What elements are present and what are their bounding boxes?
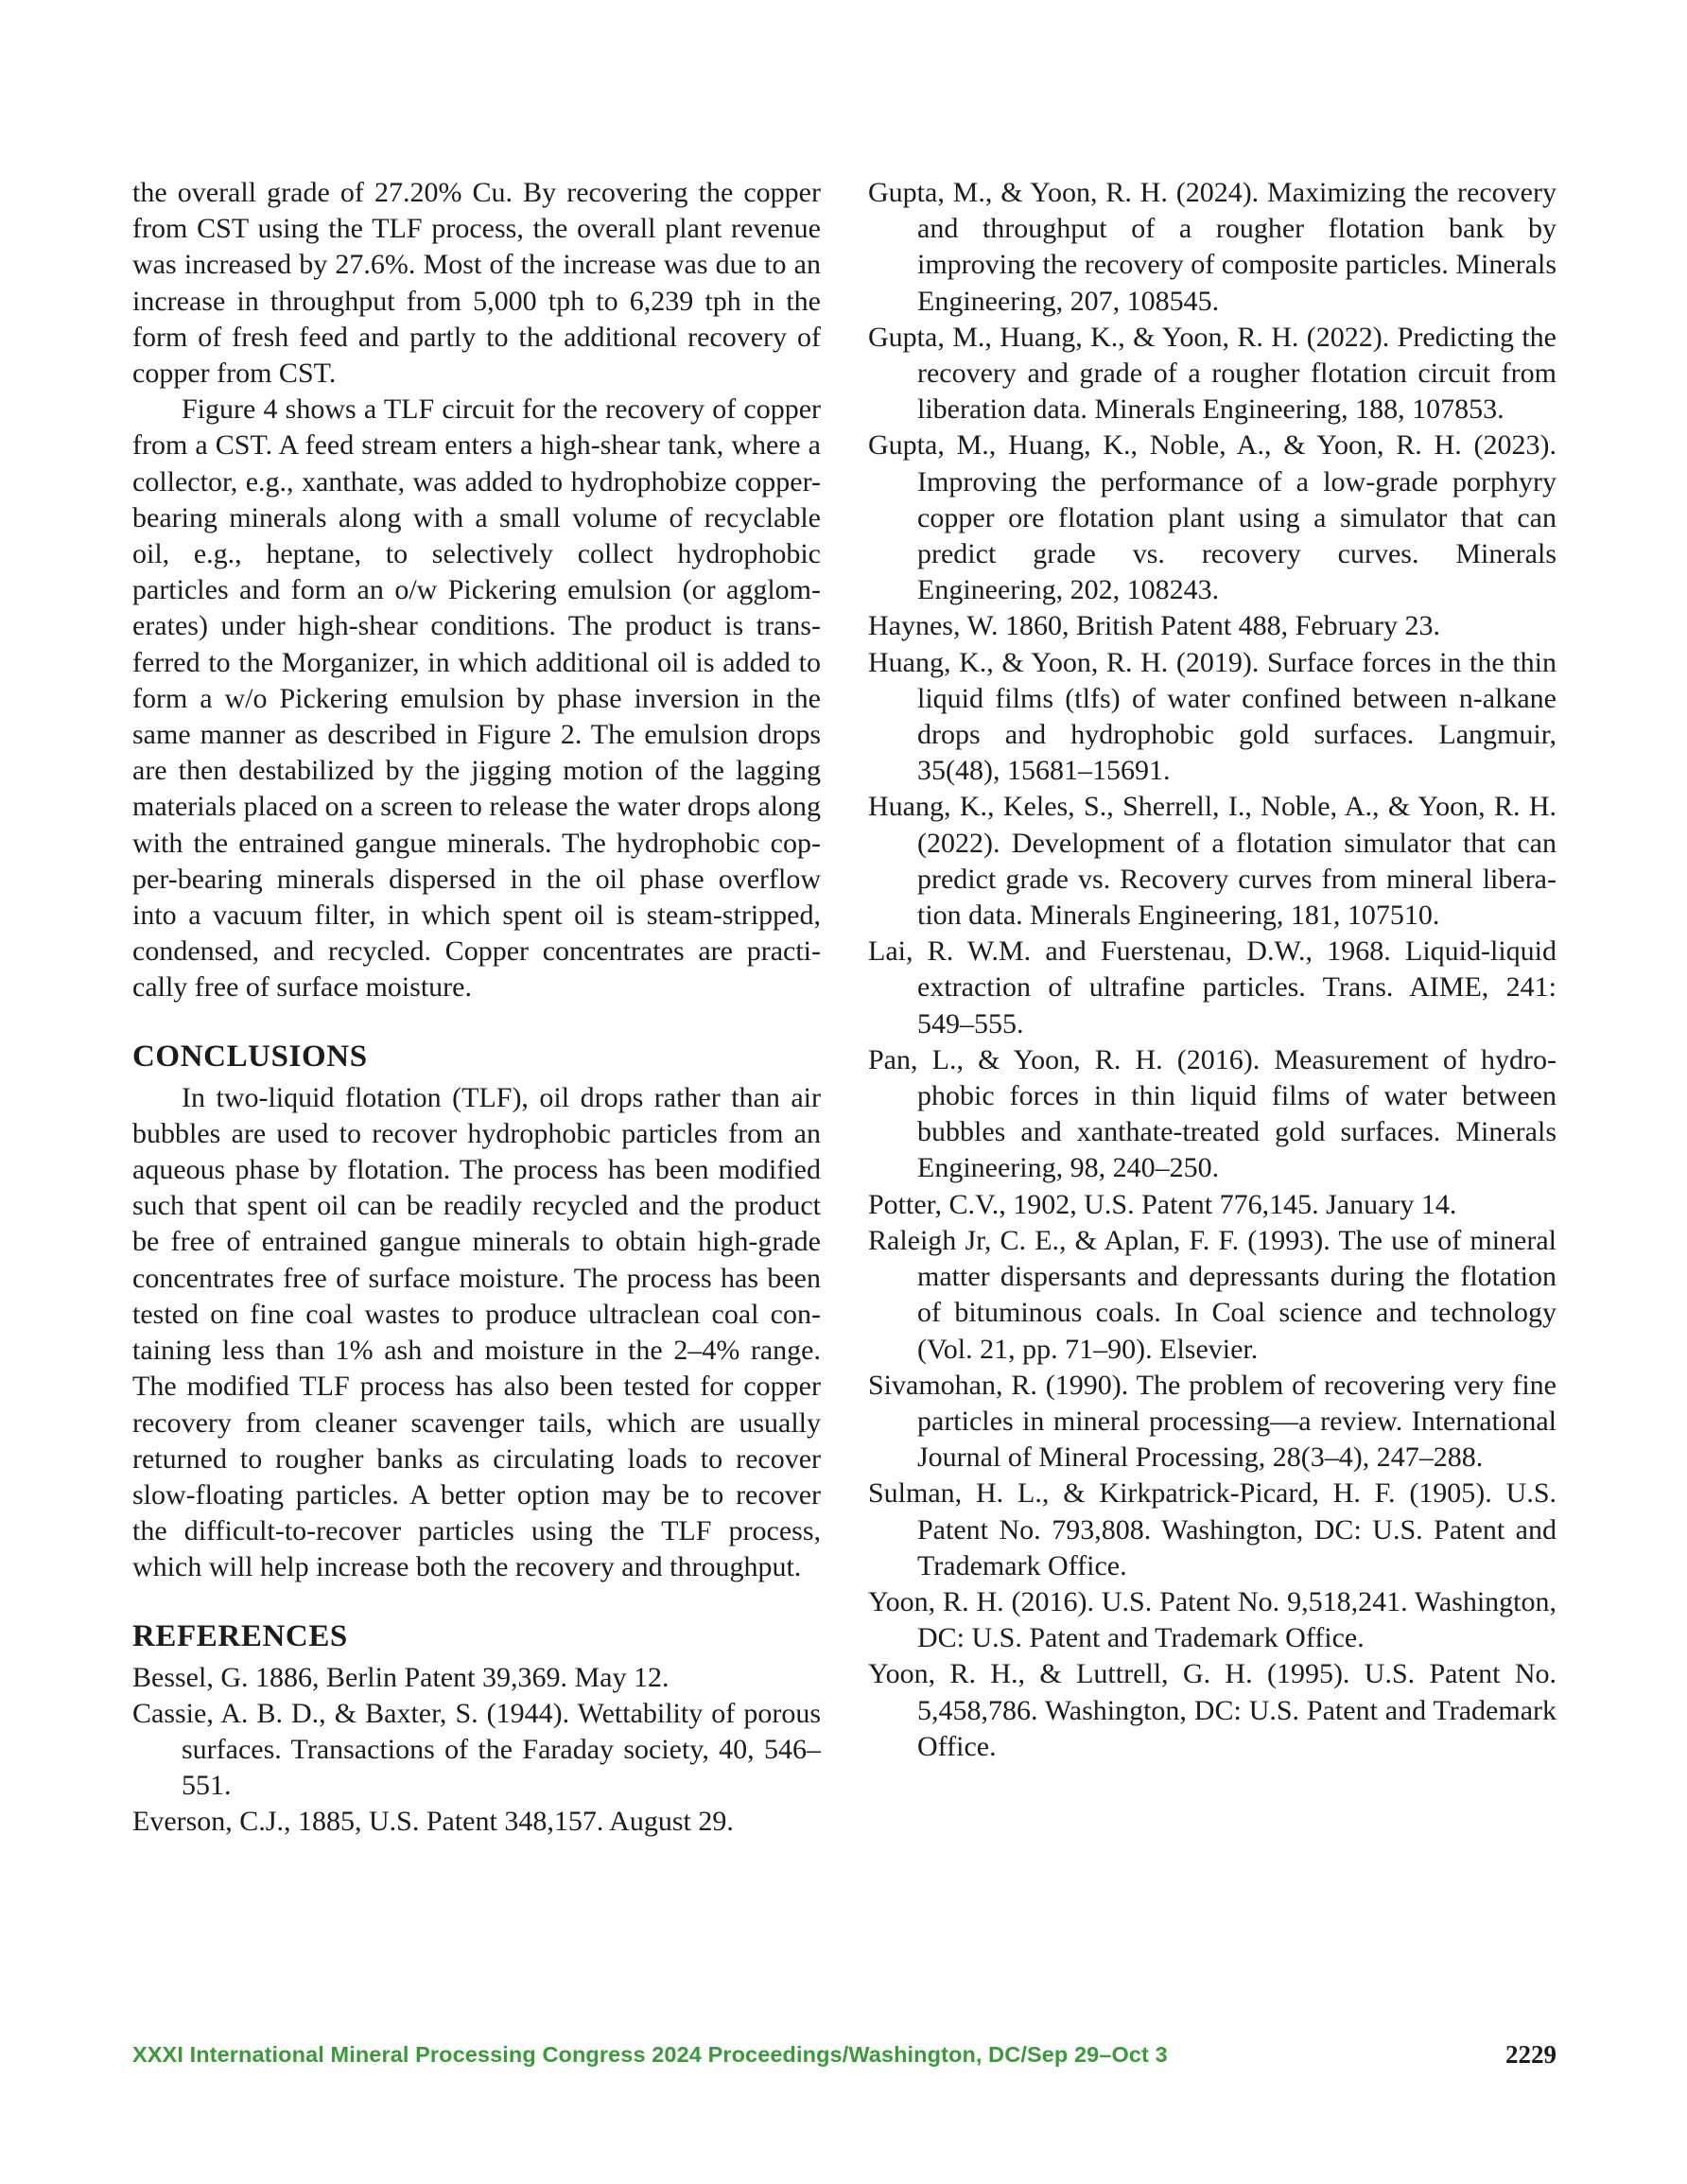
figure-4-paragraph: Figure 4 shows a TLF circuit for the recovery of copper from a CST. A feed stream enters a high-shear tank, where a collector, e.g., xanthate, was added to hydrophobize copper-bearing minerals along with a small volume of recyclable oil, e.g., heptane, to selectively collect hydrophobic particles and form an o/w Pickering emulsion (or agglomerates) under high-shear conditions. The product is transferred to the Morganizer, in which additional oil is added to form a w/o Pickering emulsion by phase inversion in the same manner as described in Figure 2. The emulsion drops are then destabilized by the jigging motion of the lagging materials placed on a screen to release the water drops along with the entrained gangue minerals. The hydrophobic copper-bearing minerals dispersed in the oil phase overflow into a vacuum filter, in which spent oil is steam-stripped, condensed, and recycled. Copper concentrates are practically free of surface moisture.: [132, 393, 821, 1004]
reference-entry: Haynes, W. 1860, British Patent 488, February 23.: [868, 610, 1440, 642]
reference-entry: Sivamohan, R. (1990). The problem of recovering very fine particles in mineral processing—a review. International Journal of Mineral Processing, 28(3–4), 247–288.: [868, 1369, 1557, 1474]
conclusions-paragraph: In two-liquid flotation (TLF), oil drops rather than air bubbles are used to recover hydrophobic particles from an aqueous phase by flotation. The process has been modified such that spent oil can be readily recycled and the product be free of entrained gangue minerals to obtain high-grade concentrates free of surface moisture. The process has been tested on fine coal wastes to produce ultraclean coal containing less than 1% ash and moisture in the 2–4% range. The modified TLF process has also been tested for copper recovery from cleaner scavenger tails, which are usually returned to rougher banks as circulating loads to recover slow-floating particles. A better option may be to recover the difficult-to-recover particles using the TLF process, which will help increase both the recovery and throughput.: [132, 1081, 821, 1583]
page-footer: [132, 2042, 1557, 2080]
reference-entry: Bessel, G. 1886, Berlin Patent 39,369. May 12.: [132, 1661, 670, 1693]
reference-entry: Potter, C.V., 1902, U.S. Patent 776,145. January 14.: [868, 1188, 1457, 1220]
intro-paragraph: the overall grade of 27.20% Cu. By recovering the copper from CST using the TLF process, the overall plant revenue was increased by 27.6%. Most of the increase was due to an increase in throughput from 5,000 tph to 6,239 tph in the form of fresh feed and partly to the additional recovery of copper from CST.: [132, 177, 821, 390]
reference-entry: Cassie, A. B. D., & Baxter, S. (1944). Wettability of porous surfaces. Transactions of the Faraday society, 40, 546–551.: [132, 1697, 821, 1802]
reference-entry: Huang, K., & Yoon, R. H. (2019). Surface forces in the thin liquid films (tlfs) of water confined between n-alkane drops and hydrophobic gold surfaces. Langmuir, 35(48), 15681–15691.: [868, 646, 1557, 787]
references-heading: REFERENCES: [132, 1618, 348, 1653]
right-column: [868, 175, 1557, 1765]
left-column: [132, 175, 821, 1841]
references-list-left: [132, 1660, 821, 1841]
reference-entry: Raleigh Jr, C. E., & Aplan, F. F. (1993). The use of mineral matter dispersants and depressants during the flotation of bituminous coals. In Coal science and technology (Vol. 21, pp. 71–90). Elsevier.: [868, 1224, 1557, 1365]
reference-entry: Huang, K., Keles, S., Sherrell, I., Noble, A., & Yoon, R. H. (2022). Development of a flotation simulator that can predict grade vs. Recovery curves from mineral liberation data. Minerals Engineering, 181, 107510.: [868, 791, 1557, 932]
reference-entry: Gupta, M., & Yoon, R. H. (2024). Maximizing the recovery and throughput of a rougher flotation bank by improving the recovery of composite particles. Minerals Engineering, 207, 108545.: [868, 177, 1557, 317]
reference-entry: Gupta, M., Huang, K., Noble, A., & Yoon, R. H. (2023). Improving the performance of a low-grade porphyry copper ore flotation plant using a simulator that can predict grade vs. recovery curves. Minerals Engineering, 202, 108243.: [868, 429, 1557, 606]
footer-proceedings-title: XXXI International Mineral Processing Congress 2024 Proceedings/Washington, DC/Sep 29–Oct 3: [132, 2042, 1168, 2067]
reference-entry: Sulman, H. L., & Kirkpatrick-Picard, H. F. (1905). U.S. Patent No. 793,808. Washington, DC: U.S. Patent and Trademark Office.: [868, 1477, 1557, 1581]
conclusions-heading: CONCLUSIONS: [132, 1039, 368, 1074]
reference-entry: Everson, C.J., 1885, U.S. Patent 348,157. August 29.: [132, 1806, 734, 1838]
reference-entry: Pan, L., & Yoon, R. H. (2016). Measurement of hydrophobic forces in thin liquid films of water between bubbles and xanthate-treated gold surfaces. Minerals Engineering, 98, 240–250.: [868, 1043, 1557, 1184]
page-number: 2229: [1505, 2040, 1557, 2069]
reference-entry: Yoon, R. H. (2016). U.S. Patent No. 9,518,241. Washington, DC: U.S. Patent and Trademark Office.: [868, 1585, 1557, 1654]
references-list-right: [868, 175, 1557, 1765]
reference-entry: Gupta, M., Huang, K., & Yoon, R. H. (2022). Predicting the recovery and grade of a rougher flotation circuit from liberation data. Minerals Engineering, 188, 107853.: [868, 321, 1557, 426]
reference-entry: Lai, R. W.M. and Fuerstenau, D.W., 1968. Liquid-liquid extraction of ultrafine particles. Trans. AIME, 241: 549–555.: [868, 935, 1557, 1040]
reference-entry: Yoon, R. H., & Luttrell, G. H. (1995). U.S. Patent No. 5,458,786. Washington, DC: U.S. Patent and Trademark Office.: [868, 1658, 1557, 1762]
